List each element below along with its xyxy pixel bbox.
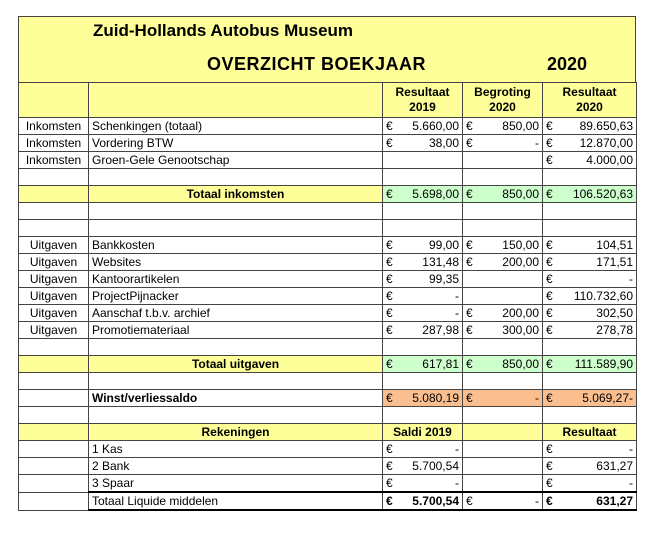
euro-sign: € bbox=[386, 391, 393, 405]
begroting-2020-cell bbox=[463, 254, 543, 271]
account-row bbox=[19, 475, 637, 493]
category-cell: Uitgaven bbox=[19, 305, 89, 322]
euro-sign: € bbox=[546, 391, 553, 405]
euro-sign: € bbox=[546, 187, 553, 201]
euro-sign: € bbox=[466, 238, 473, 252]
euro-sign: € bbox=[386, 306, 393, 320]
empty-cell bbox=[383, 169, 463, 186]
euro-sign: € bbox=[546, 289, 553, 303]
account-saldi bbox=[383, 475, 463, 493]
description-cell: Bankkosten bbox=[89, 237, 383, 254]
resultaat-2019-cell bbox=[383, 118, 463, 135]
amount: - bbox=[629, 476, 633, 490]
description-cell: Websites bbox=[89, 254, 383, 271]
empty-cell bbox=[543, 373, 637, 390]
empty-row bbox=[19, 339, 637, 356]
total-expenses-budget bbox=[463, 356, 543, 373]
empty-cell bbox=[383, 373, 463, 390]
overview-title: OVERZICHT BOEKJAAR bbox=[207, 54, 427, 74]
empty-cell bbox=[543, 169, 637, 186]
resultaat-2019-cell bbox=[383, 254, 463, 271]
euro-sign: € bbox=[466, 494, 473, 508]
amount: 106.520,63 bbox=[572, 187, 633, 201]
euro-sign: € bbox=[386, 476, 393, 490]
profit-2020 bbox=[543, 390, 637, 407]
expense-row bbox=[19, 288, 637, 305]
total-expenses-row bbox=[19, 356, 637, 373]
total-income-2019 bbox=[383, 186, 463, 203]
empty-row bbox=[19, 203, 637, 220]
euro-sign: € bbox=[466, 357, 473, 371]
category-cell: Uitgaven bbox=[19, 271, 89, 288]
expense-row bbox=[19, 271, 637, 288]
begroting-2020-cell bbox=[463, 152, 543, 169]
amount: 4.000,00 bbox=[586, 153, 633, 167]
begroting-2020-cell bbox=[463, 322, 543, 339]
amount: 111.589,90 bbox=[574, 357, 633, 371]
amount: 631,27 bbox=[596, 494, 633, 508]
empty-cell bbox=[19, 373, 89, 390]
euro-sign: € bbox=[546, 255, 553, 269]
resultaat-2019-cell bbox=[383, 288, 463, 305]
profit-2019 bbox=[383, 390, 463, 407]
profit-budget bbox=[463, 390, 543, 407]
amount: - bbox=[535, 136, 539, 150]
empty-row bbox=[19, 169, 637, 186]
empty-cell bbox=[89, 169, 383, 186]
amount: 38,00 bbox=[428, 136, 459, 150]
empty-cell bbox=[19, 390, 89, 407]
empty-row bbox=[19, 407, 637, 424]
total-income-budget bbox=[463, 186, 543, 203]
begroting-2020-cell bbox=[463, 118, 543, 135]
amount: 171,51 bbox=[596, 255, 633, 269]
resultaat-2020-cell bbox=[543, 254, 637, 271]
resultaat-2020-cell bbox=[543, 237, 637, 254]
begroting-2020-cell bbox=[463, 135, 543, 152]
saldi-header: Saldi 2019 bbox=[383, 424, 463, 441]
total-income-row bbox=[19, 186, 637, 203]
euro-sign: € bbox=[466, 136, 473, 150]
account-name: 2 Bank bbox=[89, 458, 383, 475]
header-line: Begroting bbox=[474, 85, 531, 99]
resultaat-2020-cell bbox=[543, 135, 637, 152]
resultaat-2020-cell bbox=[543, 271, 637, 288]
expense-row bbox=[19, 322, 637, 339]
amount: 5.080,19 bbox=[412, 391, 459, 405]
amount: 131,48 bbox=[422, 255, 459, 269]
account-row bbox=[19, 458, 637, 475]
resultaat-2020-cell bbox=[543, 322, 637, 339]
description-cell: ProjectPijnacker bbox=[89, 288, 383, 305]
empty-cell bbox=[463, 220, 543, 237]
account-resultaat bbox=[543, 441, 637, 458]
description-cell: Kantoorartikelen bbox=[89, 271, 383, 288]
amount: 302,50 bbox=[596, 306, 633, 320]
amount: 12.870,00 bbox=[579, 136, 633, 150]
amount: 5.660,00 bbox=[412, 119, 459, 133]
description-cell: Aanschaf t.b.v. archief bbox=[89, 305, 383, 322]
amount: 5.069,27- bbox=[582, 391, 633, 405]
euro-sign: € bbox=[546, 323, 553, 337]
empty-cell bbox=[543, 339, 637, 356]
empty-cell bbox=[463, 203, 543, 220]
header-blank bbox=[89, 83, 383, 118]
amount: - bbox=[629, 272, 633, 286]
amount: 89.650,63 bbox=[579, 119, 633, 133]
euro-sign: € bbox=[466, 391, 473, 405]
amount: 850,00 bbox=[502, 187, 539, 201]
amount: - bbox=[535, 391, 539, 405]
resultaat-2019-cell bbox=[383, 271, 463, 288]
euro-sign: € bbox=[466, 255, 473, 269]
empty-cell bbox=[89, 203, 383, 220]
accounts-header-label: Rekeningen bbox=[89, 424, 383, 441]
empty-cell bbox=[19, 203, 89, 220]
empty-cell bbox=[19, 475, 89, 493]
euro-sign: € bbox=[546, 272, 553, 286]
total-expenses-label: Totaal uitgaven bbox=[89, 356, 383, 373]
empty-cell bbox=[19, 424, 89, 441]
fiscal-year: 2020 bbox=[547, 54, 588, 74]
empty-cell bbox=[463, 339, 543, 356]
empty-cell bbox=[19, 441, 89, 458]
euro-sign: € bbox=[546, 494, 553, 508]
empty-cell bbox=[383, 220, 463, 237]
financial-table bbox=[18, 82, 637, 511]
amount: - bbox=[629, 442, 633, 456]
resultaat-2019-cell bbox=[383, 322, 463, 339]
description-cell: Promotiemateriaal bbox=[89, 322, 383, 339]
header-line: 2020 bbox=[576, 100, 603, 114]
euro-sign: € bbox=[386, 187, 393, 201]
empty-cell bbox=[383, 203, 463, 220]
empty-cell bbox=[19, 356, 89, 373]
profit-label: Winst/verliessaldo bbox=[89, 390, 383, 407]
empty-cell bbox=[463, 441, 543, 458]
begroting-2020-cell bbox=[463, 288, 543, 305]
amount: 110.732,60 bbox=[573, 289, 633, 303]
euro-sign: € bbox=[546, 476, 553, 490]
resultaat-2020-cell bbox=[543, 288, 637, 305]
euro-sign: € bbox=[386, 442, 393, 456]
euro-sign: € bbox=[386, 323, 393, 337]
empty-cell bbox=[19, 339, 89, 356]
resultaat-header: Resultaat bbox=[543, 424, 637, 441]
euro-sign: € bbox=[386, 459, 393, 473]
empty-cell bbox=[543, 407, 637, 424]
empty-row bbox=[19, 220, 637, 237]
empty-cell bbox=[19, 169, 89, 186]
resultaat-2019-cell bbox=[383, 152, 463, 169]
liquid-total-budget bbox=[463, 492, 543, 510]
total-income-2020 bbox=[543, 186, 637, 203]
amount: 5.700,54 bbox=[412, 494, 459, 508]
amount: 631,27 bbox=[596, 459, 633, 473]
liquid-total-saldi bbox=[383, 492, 463, 510]
total-income-label: Totaal inkomsten bbox=[89, 186, 383, 203]
liquid-total-row bbox=[19, 492, 637, 510]
empty-cell bbox=[19, 492, 89, 510]
account-saldi bbox=[383, 441, 463, 458]
amount: - bbox=[455, 306, 459, 320]
resultaat-2019-cell bbox=[383, 305, 463, 322]
amount: 200,00 bbox=[502, 306, 539, 320]
begroting-2020-cell bbox=[463, 305, 543, 322]
begroting-2020-cell bbox=[463, 271, 543, 288]
expense-row bbox=[19, 254, 637, 271]
total-expenses-2019 bbox=[383, 356, 463, 373]
amount: 99,00 bbox=[428, 238, 459, 252]
description-cell: Schenkingen (totaal) bbox=[89, 118, 383, 135]
account-name: 3 Spaar bbox=[89, 475, 383, 493]
empty-cell bbox=[19, 220, 89, 237]
resultaat-2020-cell bbox=[543, 118, 637, 135]
amount: 104,51 bbox=[596, 238, 633, 252]
account-saldi bbox=[383, 458, 463, 475]
euro-sign: € bbox=[466, 187, 473, 201]
header-resultaat-2020 bbox=[543, 83, 637, 118]
euro-sign: € bbox=[546, 153, 553, 167]
euro-sign: € bbox=[546, 357, 553, 371]
empty-cell bbox=[19, 458, 89, 475]
euro-sign: € bbox=[546, 238, 553, 252]
empty-cell bbox=[89, 407, 383, 424]
euro-sign: € bbox=[546, 442, 553, 456]
empty-row bbox=[19, 373, 637, 390]
empty-cell bbox=[89, 220, 383, 237]
euro-sign: € bbox=[386, 136, 393, 150]
empty-cell bbox=[19, 186, 89, 203]
amount: - bbox=[455, 289, 459, 303]
empty-cell bbox=[463, 458, 543, 475]
accounts-header-row bbox=[19, 424, 637, 441]
description-cell: Vordering BTW bbox=[89, 135, 383, 152]
header-resultaat-2019 bbox=[383, 83, 463, 118]
euro-sign: € bbox=[386, 119, 393, 133]
amount: 200,00 bbox=[502, 255, 539, 269]
liquid-total-label: Totaal Liquide middelen bbox=[89, 492, 383, 510]
euro-sign: € bbox=[546, 136, 553, 150]
expense-row bbox=[19, 237, 637, 254]
empty-cell bbox=[543, 203, 637, 220]
resultaat-2020-cell bbox=[543, 305, 637, 322]
amount: 617,81 bbox=[422, 357, 459, 371]
amount: 850,00 bbox=[502, 357, 539, 371]
euro-sign: € bbox=[466, 323, 473, 337]
empty-cell bbox=[89, 339, 383, 356]
empty-cell bbox=[543, 220, 637, 237]
amount: 99,35 bbox=[428, 272, 459, 286]
income-row bbox=[19, 152, 637, 169]
empty-cell bbox=[463, 407, 543, 424]
euro-sign: € bbox=[546, 306, 553, 320]
category-cell: Inkomsten bbox=[19, 152, 89, 169]
empty-cell bbox=[383, 407, 463, 424]
category-cell: Uitgaven bbox=[19, 288, 89, 305]
amount: 5.698,00 bbox=[412, 187, 459, 201]
account-resultaat bbox=[543, 475, 637, 493]
empty-cell bbox=[463, 373, 543, 390]
amount: 278,78 bbox=[596, 323, 633, 337]
empty-cell bbox=[383, 339, 463, 356]
museum-title: Zuid-Hollands Autobus Museum bbox=[93, 21, 354, 40]
empty-cell bbox=[89, 373, 383, 390]
empty-cell bbox=[19, 407, 89, 424]
euro-sign: € bbox=[386, 255, 393, 269]
euro-sign: € bbox=[386, 238, 393, 252]
column-header-row bbox=[19, 83, 637, 118]
empty-cell bbox=[463, 475, 543, 493]
euro-sign: € bbox=[386, 494, 393, 508]
begroting-2020-cell bbox=[463, 237, 543, 254]
amount: 287,98 bbox=[422, 323, 459, 337]
account-name: 1 Kas bbox=[89, 441, 383, 458]
amount: 300,00 bbox=[502, 323, 539, 337]
resultaat-2019-cell bbox=[383, 237, 463, 254]
header-begroting-2020 bbox=[463, 83, 543, 118]
euro-sign: € bbox=[386, 289, 393, 303]
resultaat-2020-cell bbox=[543, 152, 637, 169]
euro-sign: € bbox=[466, 119, 473, 133]
account-resultaat bbox=[543, 458, 637, 475]
header-line: 2019 bbox=[409, 100, 436, 114]
category-cell: Inkomsten bbox=[19, 135, 89, 152]
museum-title-row bbox=[18, 16, 636, 44]
header-blank bbox=[19, 83, 89, 118]
header-line: Resultaat bbox=[395, 85, 450, 99]
empty-cell bbox=[463, 424, 543, 441]
account-row bbox=[19, 441, 637, 458]
euro-sign: € bbox=[546, 119, 553, 133]
income-row bbox=[19, 118, 637, 135]
amount: 5.700,54 bbox=[412, 459, 459, 473]
expense-row bbox=[19, 305, 637, 322]
profit-row bbox=[19, 390, 637, 407]
header-line: 2020 bbox=[489, 100, 516, 114]
resultaat-2019-cell bbox=[383, 135, 463, 152]
euro-sign: € bbox=[466, 306, 473, 320]
description-cell: Groen-Gele Genootschap bbox=[89, 152, 383, 169]
amount: - bbox=[535, 494, 539, 508]
header-line: Resultaat bbox=[562, 85, 617, 99]
amount: - bbox=[455, 442, 459, 456]
amount: 850,00 bbox=[502, 119, 539, 133]
empty-cell bbox=[463, 169, 543, 186]
euro-sign: € bbox=[546, 459, 553, 473]
category-cell: Uitgaven bbox=[19, 254, 89, 271]
liquid-total-resultaat bbox=[543, 492, 637, 510]
amount: - bbox=[455, 476, 459, 490]
euro-sign: € bbox=[386, 357, 393, 371]
amount: 150,00 bbox=[502, 238, 539, 252]
overview-title-row bbox=[18, 44, 636, 82]
category-cell: Inkomsten bbox=[19, 118, 89, 135]
category-cell: Uitgaven bbox=[19, 322, 89, 339]
income-row bbox=[19, 135, 637, 152]
euro-sign: € bbox=[386, 272, 393, 286]
total-expenses-2020 bbox=[543, 356, 637, 373]
category-cell: Uitgaven bbox=[19, 237, 89, 254]
